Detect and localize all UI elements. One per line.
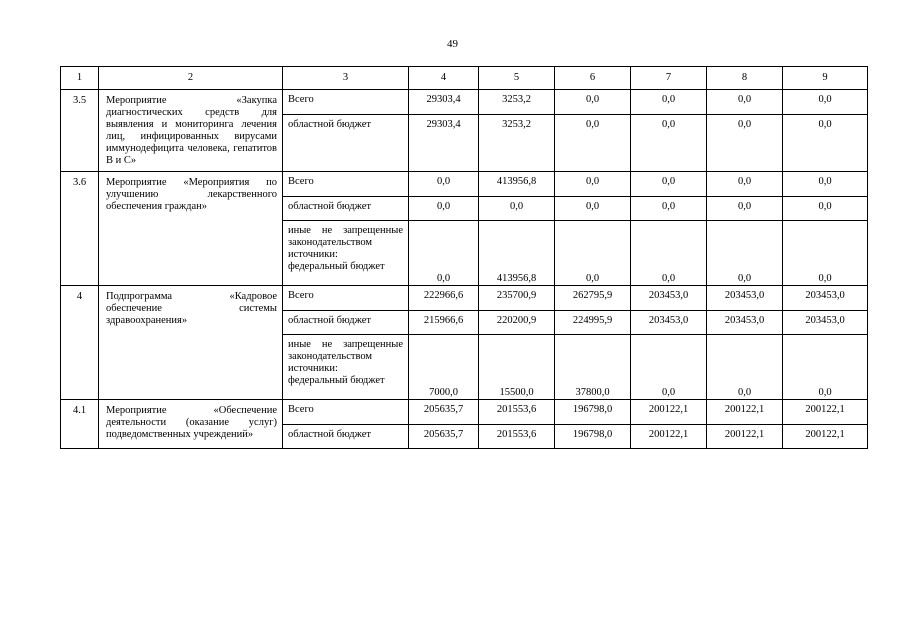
source-total-label: Всего [288,94,314,105]
source-total-label: Всего [288,176,314,187]
value-other-spacer [479,334,554,375]
value-federal: 0,0 [661,387,676,398]
value-total: 200122,1 [724,404,765,415]
value-other-spacer [479,220,554,261]
value-federal: 0,0 [818,273,832,284]
value-federal: 0,0 [436,273,451,284]
value-federal: 37800,0 [575,387,610,398]
value-total: 203453,0 [724,290,765,301]
row-number: 3.6 [61,172,99,286]
value-regional: 0,0 [479,196,554,220]
value-other-spacer [555,220,630,261]
value-regional: 0,0 [409,196,478,220]
source-other-label: иные не запрещенные законодательством источники: [283,334,408,375]
column-header-5: 5 [479,67,555,90]
value-regional: 29303,4 [409,114,478,138]
value-total: 3253,2 [502,94,531,105]
value-total: 200122,1 [648,404,689,415]
value-total: 0,0 [818,94,832,105]
value-cell [409,172,479,286]
value-regional: 215966,6 [409,310,478,334]
budget-table [60,66,868,449]
source-cell [283,400,409,449]
value-regional: 0,0 [631,196,706,220]
value-total: 203453,0 [648,290,689,301]
value-other-spacer [409,220,478,261]
value-federal: 7000,0 [429,387,458,398]
value-other-spacer [555,334,630,375]
value-total: 0,0 [585,94,600,105]
value-cell [555,90,631,172]
value-total: 203453,0 [805,290,845,301]
source-regional-label: областной бюджет [283,310,408,334]
value-cell [783,172,868,286]
row-title: Мероприятие «Мероприятия по улучшению лекарственного обеспечения граждан» [99,172,283,286]
source-regional-label: областной бюджет [283,114,408,138]
table-row [61,400,868,449]
value-total: 0,0 [818,176,832,187]
value-regional: 0,0 [783,196,867,220]
page-number: 49 [447,38,458,50]
value-regional: 203453,0 [783,310,867,334]
row-title: Мероприятие «Обеспечение деятельности (оказание услуг) подведомственных учреждений» [99,400,283,449]
value-federal: 0,0 [585,273,600,284]
value-cell [631,172,707,286]
value-total: 0,0 [585,176,600,187]
source-federal-label: федеральный бюджет [288,375,385,386]
row-number: 4.1 [61,400,99,449]
value-total: 413956,8 [496,176,537,187]
value-cell [409,286,479,400]
table-row [61,90,868,172]
value-federal: 0,0 [661,273,676,284]
column-header-6: 6 [555,67,631,90]
value-regional: 0,0 [707,196,782,220]
value-total: 0,0 [661,94,676,105]
source-cell [283,286,409,400]
value-other-spacer [409,334,478,375]
row-number: 4 [61,286,99,400]
table-row [61,172,868,286]
value-regional: 3253,2 [479,114,554,138]
value-regional: 200122,1 [707,424,782,448]
column-header-9: 9 [783,67,868,90]
value-regional: 0,0 [555,114,630,138]
value-total: 29303,4 [426,94,461,105]
value-regional: 203453,0 [707,310,782,334]
column-header-4: 4 [409,67,479,90]
table-body [61,67,868,449]
value-total: 201553,6 [496,404,537,415]
value-cell [555,400,631,449]
column-header-3: 3 [283,67,409,90]
column-header-2: 2 [99,67,283,90]
value-regional: 0,0 [783,114,867,138]
table-row [61,286,868,400]
column-header-7: 7 [631,67,707,90]
value-cell [409,90,479,172]
value-other-spacer [707,220,782,261]
value-cell [479,400,555,449]
header-row [61,67,868,90]
value-cell [707,172,783,286]
value-other-spacer [783,334,867,375]
value-regional: 220200,9 [479,310,554,334]
value-regional: 201553,6 [479,424,554,448]
value-total: 196798,0 [572,404,613,415]
source-regional-label: областной бюджет [283,424,408,448]
value-federal: 0,0 [737,273,752,284]
row-number: 3.5 [61,90,99,172]
column-header-1: 1 [61,67,99,90]
value-cell [783,400,868,449]
value-regional: 203453,0 [631,310,706,334]
value-total: 0,0 [661,176,676,187]
value-cell [783,286,868,400]
source-federal-label: федеральный бюджет [288,261,385,272]
value-regional: 196798,0 [555,424,630,448]
value-other-spacer [631,334,706,375]
value-cell [631,400,707,449]
column-header-8: 8 [707,67,783,90]
value-total: 200122,1 [805,404,845,415]
value-cell [707,400,783,449]
value-regional: 200122,1 [631,424,706,448]
value-regional: 205635,7 [409,424,478,448]
value-cell [409,400,479,449]
value-regional: 0,0 [555,196,630,220]
value-regional: 200122,1 [783,424,867,448]
value-regional: 0,0 [631,114,706,138]
value-other-spacer [631,220,706,261]
value-total: 205635,7 [423,404,464,415]
value-cell [479,286,555,400]
value-cell [707,286,783,400]
source-cell [283,172,409,286]
value-total: 0,0 [737,94,752,105]
value-total: 262795,9 [572,290,613,301]
value-cell [479,90,555,172]
value-other-spacer [707,334,782,375]
value-cell [555,172,631,286]
source-other-label: иные не запрещенные законодательством источники: [283,220,408,261]
value-cell [707,90,783,172]
value-cell [631,286,707,400]
row-title: Мероприятие «Закупка диагностических средств для выявления и мониторинга лечения лиц, инфицированных вирусами иммунодефицита человека, гепатитов В и С» [99,90,283,172]
value-cell [479,172,555,286]
value-total: 222966,6 [423,290,464,301]
source-cell [283,90,409,172]
value-regional: 0,0 [707,114,782,138]
value-cell [555,286,631,400]
source-regional-label: областной бюджет [283,196,408,220]
value-other-spacer [783,220,867,261]
value-total: 0,0 [737,176,752,187]
value-total: 0,0 [436,176,451,187]
source-total-label: Всего [288,404,314,415]
value-federal: 15500,0 [499,387,534,398]
value-cell [783,90,868,172]
value-regional: 224995,9 [555,310,630,334]
source-total-label: Всего [288,290,314,301]
value-total: 235700,9 [496,290,537,301]
value-cell [631,90,707,172]
value-federal: 0,0 [818,387,832,398]
value-federal: 413956,8 [496,273,537,284]
value-federal: 0,0 [737,387,752,398]
row-title: Подпрограмма «Кадровое обеспечение системы здравоохранения» [99,286,283,400]
